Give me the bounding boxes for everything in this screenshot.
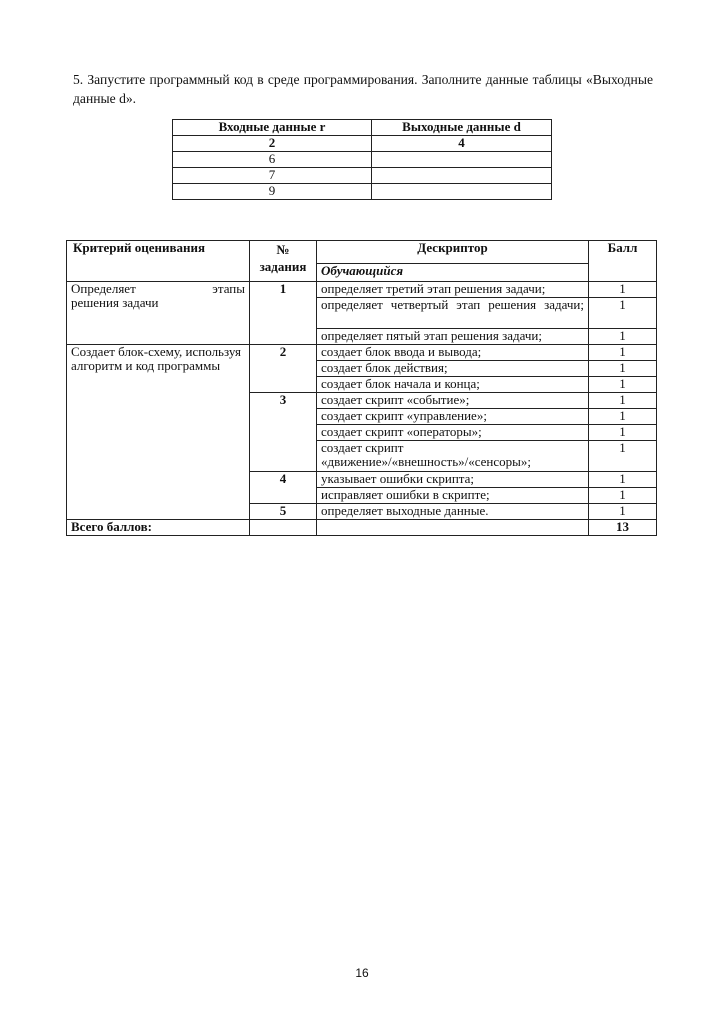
descriptor: создает блок действия; [317,361,589,377]
points: 1 [589,441,657,472]
table-row [173,184,552,200]
task-number: 5 [250,504,317,520]
criterion-line: решения задачи [71,295,159,310]
output-cell [372,184,552,200]
output-cell [372,168,552,184]
descriptor: указывает ошибки скрипта; [317,472,589,488]
header-descriptor: Дескриптор [317,241,589,264]
descriptor [317,441,589,472]
descriptor-line: «движение»/«внешность»/«сенсоры»; [321,454,532,469]
points: 1 [589,361,657,377]
points: 1 [589,425,657,441]
header-task-number: № задания [250,241,317,282]
points: 1 [589,282,657,298]
descriptor: создает скрипт «событие»; [317,393,589,409]
output-cell: 4 [372,136,552,152]
points: 1 [589,345,657,361]
input-cell: 2 [173,136,372,152]
table-row [173,136,552,152]
criterion-line [71,282,245,296]
criterion-word: этапы [212,281,245,296]
criterion-stages [67,282,250,345]
header-criterion: Критерий оценивания [67,241,250,282]
descriptor: исправляет ошибки в скрипте; [317,488,589,504]
table-header-row [173,120,552,136]
table-row [67,345,657,361]
empty-cell [317,520,589,536]
output-cell [372,152,552,168]
header-points: Балл [589,241,657,282]
page-number: 16 [355,966,369,980]
descriptor: создает скрипт «управление»; [317,409,589,425]
table-row [173,168,552,184]
points: 1 [589,329,657,345]
task-number: 2 [250,345,317,393]
output-data-table [172,119,552,200]
criterion-flowchart: Создает блок-схему, используя алгоритм и код программы [67,345,250,520]
input-cell: 6 [173,152,372,168]
points: 1 [589,298,657,329]
descriptor: определяет пятый этап решения задачи; [317,329,589,345]
points: 1 [589,472,657,488]
descriptor: определяет выходные данные. [317,504,589,520]
points: 1 [589,377,657,393]
descriptor: определяет четвертый этап решения задачи; [317,298,589,329]
descriptor: создает блок ввода и вывода; [317,345,589,361]
total-points: 13 [589,520,657,536]
descriptor: создает блок начала и конца; [317,377,589,393]
header-learner: Обучающийся [317,264,589,282]
total-label: Всего баллов: [67,520,250,536]
task-instruction: 5. Запустите программный код в среде программирования. Заполните данные таблицы «Выходные данные d». [73,72,653,106]
points: 1 [589,504,657,520]
descriptor: создает скрипт «операторы»; [317,425,589,441]
descriptor-line: создает скрипт [321,440,404,455]
input-cell: 7 [173,168,372,184]
header-row [67,241,657,264]
input-cell: 9 [173,184,372,200]
task-number: 3 [250,393,317,472]
header-output-data: Выходные данные d [372,120,552,136]
task-number: 4 [250,472,317,504]
points: 1 [589,409,657,425]
table-row [67,282,657,298]
assessment-criteria-table [66,240,657,536]
criterion-word: Определяет [71,281,136,296]
table-row [173,152,552,168]
points: 1 [589,488,657,504]
header-input-data: Входные данные r [173,120,372,136]
points: 1 [589,393,657,409]
task-number: 1 [250,282,317,345]
descriptor: определяет третий этап решения задачи; [317,282,589,298]
empty-cell [250,520,317,536]
total-row [67,520,657,536]
